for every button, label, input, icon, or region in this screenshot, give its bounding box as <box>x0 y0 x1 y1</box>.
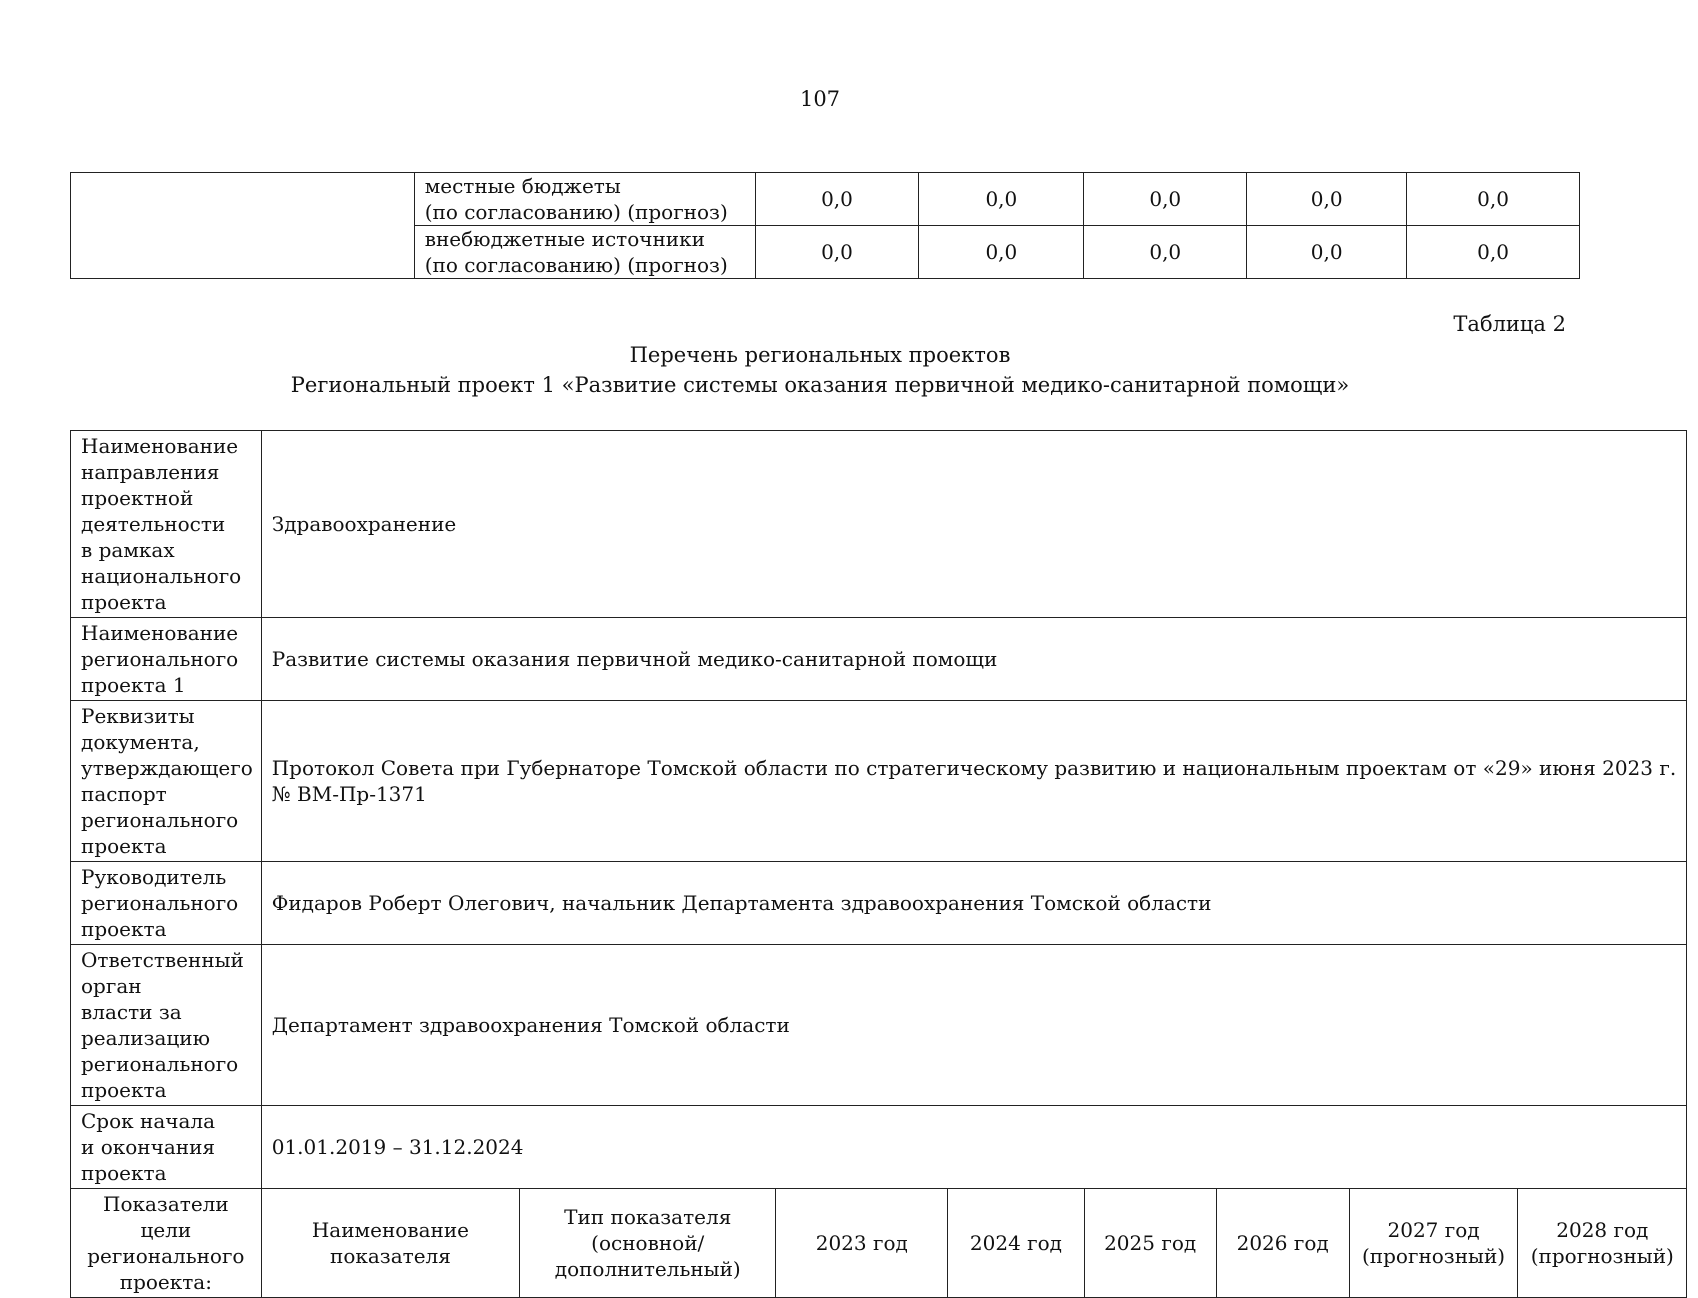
label-line: регионального проекта <box>81 808 239 858</box>
header-year-2028 <box>1518 1189 1687 1298</box>
funding-value: 0,0 <box>1407 173 1580 226</box>
list-heading: Перечень региональных проектов <box>629 343 1011 367</box>
project-name-label <box>71 618 262 701</box>
label-line: Ответственный орган <box>81 948 244 998</box>
funding-source-line: (по согласованию) (прогноз) <box>424 200 728 224</box>
header-line: Наименование <box>311 1218 469 1242</box>
funding-value: 0,0 <box>755 173 919 226</box>
header-year-2026: 2026 год <box>1216 1189 1349 1298</box>
header-line: регионального <box>87 1244 245 1268</box>
header-year-2024: 2024 год <box>948 1189 1084 1298</box>
funding-empty-cell <box>71 173 415 279</box>
funding-value: 0,0 <box>919 173 1084 226</box>
label-line: направления <box>81 460 220 484</box>
document-label <box>71 701 262 862</box>
label-line: утверждающего <box>81 756 253 780</box>
funding-source-cell <box>414 226 755 279</box>
funding-table <box>70 172 1580 279</box>
funding-value: 0,0 <box>755 226 919 279</box>
label-line: Наименование <box>81 434 239 458</box>
term-value: 01.01.2019 – 31.12.2024 <box>261 1106 1686 1189</box>
header-line: Тип показателя <box>564 1205 732 1229</box>
label-line: власти за реализацию <box>81 1000 211 1050</box>
head-label <box>71 862 262 945</box>
label-line: проекта <box>81 590 167 614</box>
header-line: проекта: <box>119 1270 212 1294</box>
header-line: 2028 год <box>1556 1218 1649 1242</box>
label-line: Руководитель <box>81 865 227 889</box>
document-value <box>261 701 1686 862</box>
label-line: Реквизиты документа, <box>81 704 200 754</box>
direction-value: Здравоохранение <box>261 431 1686 618</box>
label-line: национального <box>81 564 242 588</box>
head-value: Фидаров Роберт Олегович, начальник Департамента здравоохранения Томской области <box>261 862 1686 945</box>
header-line: дополнительный) <box>554 1257 741 1281</box>
label-line: регионального <box>81 647 239 671</box>
label-line: деятельности <box>81 512 226 536</box>
header-line: показателя <box>330 1244 451 1268</box>
passport-row-term <box>71 1106 1687 1189</box>
label-line: регионального проекта <box>81 891 239 941</box>
funding-source-cell <box>414 173 755 226</box>
project-heading: Региональный проект 1 «Развитие системы оказания первичной медико-санитарной помощи» <box>290 373 1350 397</box>
organ-label <box>71 945 262 1106</box>
passport-row-name <box>71 618 1687 701</box>
passport-row-direction <box>71 431 1687 618</box>
label-line: проекта 1 <box>81 673 186 697</box>
header-indicator-type <box>520 1189 776 1298</box>
page-number: 107 <box>799 87 841 111</box>
label-line: в рамках <box>81 538 175 562</box>
table-label: Таблица 2 <box>1453 312 1566 336</box>
funding-value: 0,0 <box>1407 226 1580 279</box>
passport-row-organ <box>71 945 1687 1106</box>
funding-source-line: внебюджетные источники <box>424 227 705 251</box>
label-line: проектной <box>81 486 194 510</box>
funding-value: 0,0 <box>919 226 1084 279</box>
header-year-2027 <box>1349 1189 1518 1298</box>
passport-row-head <box>71 862 1687 945</box>
label-line: паспорт <box>81 782 167 806</box>
funding-source-line: местные бюджеты <box>424 174 621 198</box>
header-line: (основной/ <box>591 1231 705 1255</box>
term-label <box>71 1106 262 1189</box>
document-value-line: Протокол Совета при Губернаторе Томской области по стратегическому развитию и национальным проектам от «29» июня 2023 г. <box>271 756 1677 780</box>
funding-value: 0,0 <box>1084 173 1247 226</box>
header-line: (прогнозный) <box>1530 1244 1674 1268</box>
funding-value: 0,0 <box>1247 226 1407 279</box>
funding-source-line: (по согласованию) (прогноз) <box>424 253 728 277</box>
label-line: Наименование <box>81 621 239 645</box>
label-line: Срок начала <box>81 1109 216 1133</box>
header-line: (прогнозный) <box>1361 1244 1506 1268</box>
funding-value: 0,0 <box>1084 226 1247 279</box>
passport-row-document <box>71 701 1687 862</box>
project-name-value: Развитие системы оказания первичной медико-санитарной помощи <box>261 618 1686 701</box>
header-line: Показатели цели <box>103 1192 229 1242</box>
header-goal <box>71 1189 262 1298</box>
header-year-2023: 2023 год <box>776 1189 948 1298</box>
header-year-2025: 2025 год <box>1084 1189 1216 1298</box>
indicators-header-row <box>71 1189 1687 1298</box>
label-line: регионального проекта <box>81 1052 239 1102</box>
header-line: 2027 год <box>1387 1218 1480 1242</box>
label-line: и окончания проекта <box>81 1135 216 1185</box>
project-passport-table <box>70 430 1687 1298</box>
organ-value: Департамент здравоохранения Томской области <box>261 945 1686 1106</box>
funding-row-local-budgets <box>71 173 1580 226</box>
document-value-line: № ВМ-Пр-1371 <box>271 782 427 806</box>
direction-label <box>71 431 262 618</box>
header-indicator-name <box>261 1189 519 1298</box>
funding-value: 0,0 <box>1247 173 1407 226</box>
